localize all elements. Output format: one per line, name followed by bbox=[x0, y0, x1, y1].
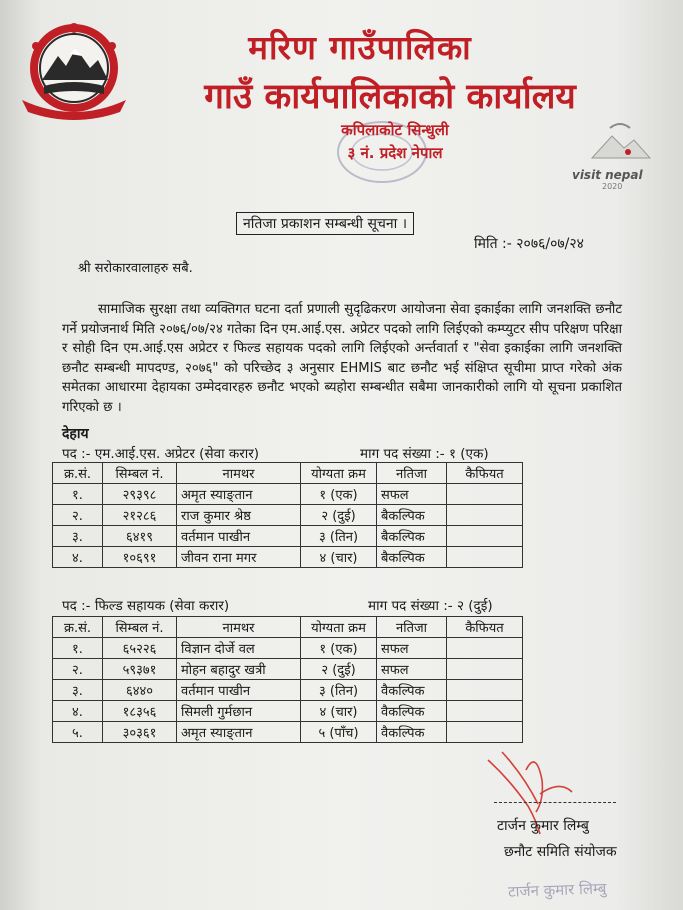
column-header-merit-rank: योग्यता क्रम bbox=[301, 463, 377, 484]
column-header-name: नामथर bbox=[177, 617, 301, 638]
table-row bbox=[53, 638, 523, 659]
remarks-cell bbox=[447, 701, 523, 722]
name-cell: जीवन राना मगर bbox=[177, 547, 301, 568]
signatory-name: टार्जन कुमार लिम्बु bbox=[497, 818, 589, 834]
signatory-title: छनौट समिति संयोजक bbox=[504, 844, 617, 860]
result-cell: वैकल्पिक bbox=[377, 680, 447, 701]
merit-rank-cell: १ (एक) bbox=[301, 484, 377, 505]
remarks-cell bbox=[447, 526, 523, 547]
symbol-number-cell: १०६९१ bbox=[103, 547, 177, 568]
visit-nepal-text: visit nepal bbox=[572, 168, 643, 182]
name-cell: अमृत स्याङ्तान bbox=[177, 484, 301, 505]
result-cell: बैकल्पिक bbox=[377, 547, 447, 568]
column-header-remarks: कैफियत bbox=[447, 463, 523, 484]
serial-cell: १. bbox=[53, 484, 103, 505]
notice-title: नतिजा प्रकाशन सम्बन्धी सूचना । bbox=[236, 212, 414, 235]
result-cell: सफल bbox=[377, 484, 447, 505]
table-row bbox=[53, 505, 523, 526]
merit-rank-cell: ५ (पाँच) bbox=[301, 722, 377, 743]
column-header-serial: क्र.सं. bbox=[53, 617, 103, 638]
name-cell: सिमली गुर्मछान bbox=[177, 701, 301, 722]
remarks-cell bbox=[447, 638, 523, 659]
serial-cell: २. bbox=[53, 505, 103, 526]
table-row bbox=[53, 484, 523, 505]
merit-rank-cell: २ (दुई) bbox=[301, 659, 377, 680]
notice-body bbox=[62, 300, 622, 417]
symbol-number-cell: ६४४० bbox=[103, 680, 177, 701]
salutation: श्री सरोकारवालाहरु सबै. bbox=[78, 261, 193, 276]
remarks-cell bbox=[447, 484, 523, 505]
column-header-result: नतिजा bbox=[377, 463, 447, 484]
table-row bbox=[53, 659, 523, 680]
symbol-number-cell: ६४१९ bbox=[103, 526, 177, 547]
notice-body-text: सामाजिक सुरक्षा तथा व्यक्तिगत घटना दर्ता प्रणाली सुदृढिकरण आयोजना सेवा इकाईका लागि जनशक्ति छनौट गर्ने प्रयोजनार्थ मिति २०७६/०७/२४ गतेका दिन एम.आई.एस. अप्रेटर पदको लागि लिईएको कम्प्युटर सीप परिक्षण परिक्षा र सोही दिन एम.आई.एस अप्रेटर र फिल्ड सहायक पदको लागि लिईएको अर्न्तवार्ता र "सेवा इकाईका लागि जनशक्ति छनौट सम्बन्धी मापदण्ड, २०७६" को परिच्छेद ३ अनुसार EHMIS बाट छनौट भई संक्षिप्त सूचीमा प्राप्त गरेको अंक समेतका आधारमा देहायका उम्मेदवारहरु छनौट भएको ब्यहोरा सम्बन्धीत सबैमा जानकारीको लागि यो सूचना प्रकाशित गरिएको छ । bbox=[62, 302, 622, 415]
serial-cell: ४. bbox=[53, 701, 103, 722]
serial-cell: ४. bbox=[53, 547, 103, 568]
result-cell: सफल bbox=[377, 638, 447, 659]
dehay-label: देहाय bbox=[62, 426, 89, 442]
name-cell: विज्ञान दोर्जे वल bbox=[177, 638, 301, 659]
result-cell: वैकल्पिक bbox=[377, 701, 447, 722]
result-cell: बैकल्पिक bbox=[377, 526, 447, 547]
merit-rank-cell: १ (एक) bbox=[301, 638, 377, 659]
notice-date: मिति :- २०७६/०७/२४ bbox=[474, 236, 584, 252]
merit-rank-cell: ३ (तिन) bbox=[301, 526, 377, 547]
merit-rank-cell: ४ (चार) bbox=[301, 701, 377, 722]
remarks-cell bbox=[447, 505, 523, 526]
table-row bbox=[53, 722, 523, 743]
results-table-mis-operator bbox=[52, 462, 523, 568]
column-header-name: नामथर bbox=[177, 463, 301, 484]
table-header-row bbox=[53, 617, 523, 638]
visit-nepal-mountain-icon bbox=[572, 118, 662, 168]
result-cell: सफल bbox=[377, 659, 447, 680]
symbol-number-cell: ३०३६१ bbox=[103, 722, 177, 743]
table2-post: पद :- फिल्ड सहायक (सेवा करार) bbox=[62, 598, 230, 614]
result-cell: बैकल्पिक bbox=[377, 505, 447, 526]
table2-demand: माग पद संख्या :- २ (दुई) bbox=[368, 598, 493, 614]
visit-nepal-logo bbox=[572, 118, 662, 198]
serial-cell: १. bbox=[53, 638, 103, 659]
table-row bbox=[53, 547, 523, 568]
results-table-field-assistant bbox=[52, 616, 523, 743]
visit-nepal-year: 2020 bbox=[602, 182, 623, 191]
table-header-row bbox=[53, 463, 523, 484]
office-title-line2: गाउँ कार्यपालिकाको कार्यालय bbox=[204, 77, 576, 117]
result-cell: वैकल्पिक bbox=[377, 722, 447, 743]
table1-post: पद :- एम.आई.एस. अप्रेटर (सेवा करार) bbox=[62, 446, 260, 462]
municipality-emblem bbox=[14, 16, 134, 122]
name-cell: मोहन बहादुर खत्री bbox=[177, 659, 301, 680]
merit-rank-cell: २ (दुई) bbox=[301, 505, 377, 526]
column-header-remarks: कैफियत bbox=[447, 617, 523, 638]
office-address-line2: ३ नं. प्रदेश नेपाल bbox=[347, 144, 443, 162]
column-header-merit-rank: योग्यता क्रम bbox=[301, 617, 377, 638]
column-header-serial: क्र.सं. bbox=[53, 463, 103, 484]
name-cell: राज कुमार श्रेष्ठ bbox=[177, 505, 301, 526]
serial-cell: ५. bbox=[53, 722, 103, 743]
symbol-number-cell: २१२८६ bbox=[103, 505, 177, 526]
table-row bbox=[53, 701, 523, 722]
merit-rank-cell: ४ (चार) bbox=[301, 547, 377, 568]
remarks-cell bbox=[447, 547, 523, 568]
symbol-number-cell: १८३५६ bbox=[103, 701, 177, 722]
office-address-line1: कपिलाकोट सिन्धुली bbox=[341, 121, 449, 139]
remarks-cell bbox=[447, 659, 523, 680]
serial-cell: २. bbox=[53, 659, 103, 680]
merit-rank-cell: ३ (तिन) bbox=[301, 680, 377, 701]
name-cell: वर्तमान पाखीन bbox=[177, 680, 301, 701]
office-title-line1: मरिण गाउँपालिका bbox=[248, 28, 472, 67]
symbol-number-cell: ५९३७१ bbox=[103, 659, 177, 680]
name-cell: अमृत स्याङ्तान bbox=[177, 722, 301, 743]
signature-line bbox=[494, 802, 616, 803]
name-stamp: टार्जन कुमार लिम्बु bbox=[507, 879, 607, 901]
symbol-number-cell: ६५२२६ bbox=[103, 638, 177, 659]
serial-cell: ३. bbox=[53, 526, 103, 547]
symbol-number-cell: २९३९८ bbox=[103, 484, 177, 505]
table-row bbox=[53, 680, 523, 701]
remarks-cell bbox=[447, 680, 523, 701]
table-row bbox=[53, 526, 523, 547]
serial-cell: ३. bbox=[53, 680, 103, 701]
column-header-symbol-number: सिम्बल नं. bbox=[103, 617, 177, 638]
table1-demand: माग पद संख्या :- १ (एक) bbox=[360, 446, 489, 462]
column-header-symbol-number: सिम्बल नं. bbox=[103, 463, 177, 484]
name-cell: वर्तमान पाखीन bbox=[177, 526, 301, 547]
column-header-result: नतिजा bbox=[377, 617, 447, 638]
